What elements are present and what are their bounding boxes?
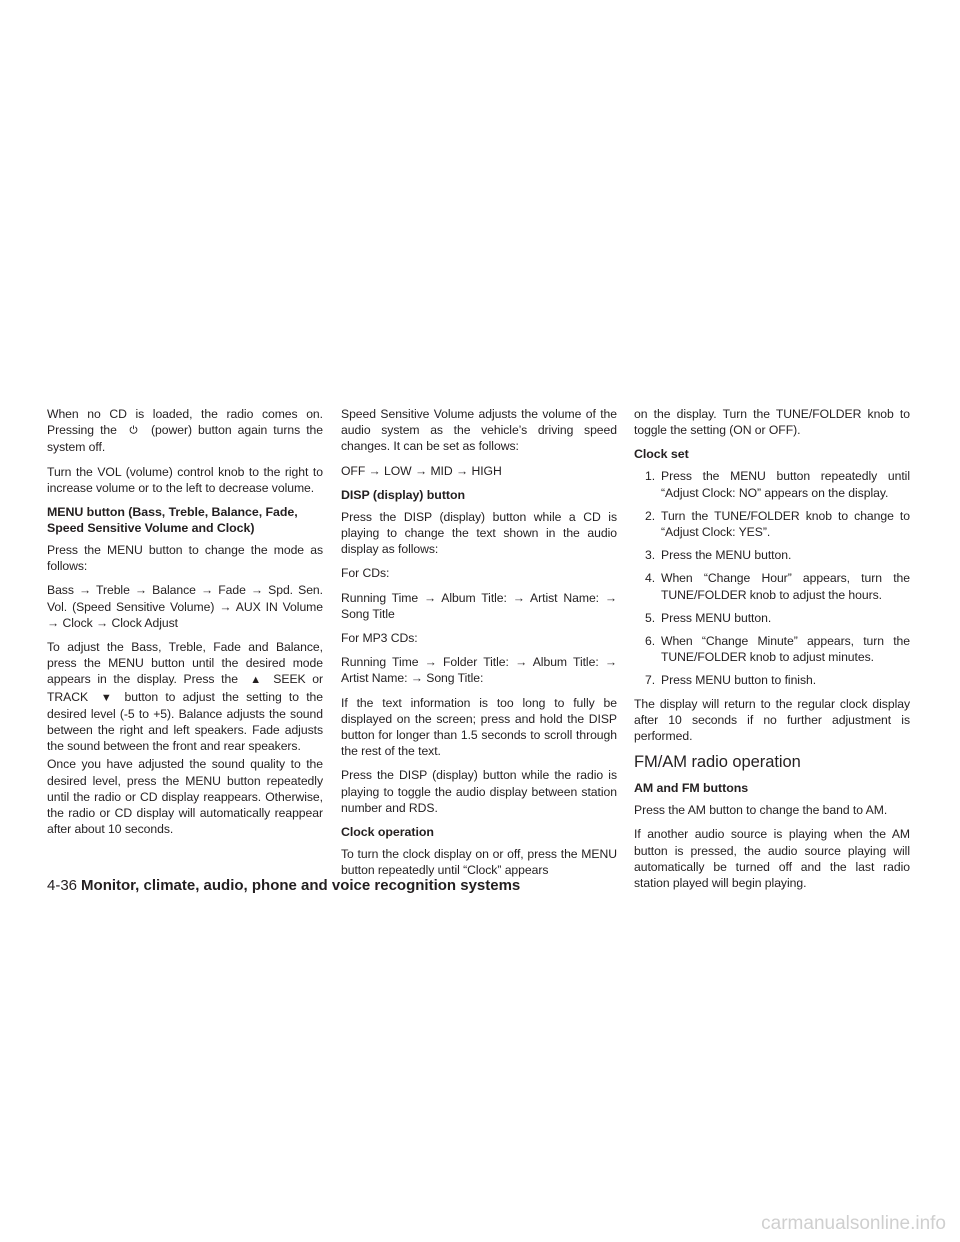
column-left — [47, 406, 323, 845]
text-radio-on: When no CD is loaded, the radio comes on. Pressing the — [47, 407, 323, 438]
step-text: Press MENU button to finish. — [661, 673, 817, 688]
step-number: 3. — [645, 548, 656, 563]
text-power-off: (power) button again turns the system off. — [47, 423, 323, 455]
heading-clock-set: Clock set — [634, 447, 689, 462]
step-number: 4. — [645, 571, 656, 586]
step-number: 2. — [645, 508, 656, 523]
column-right — [634, 406, 910, 899]
paragraph-clock-continued: on the display. Turn the TUNE/FOLDER knob to toggle the setting (ON or OFF). — [634, 407, 910, 438]
paragraph-mode-sequence: Bass → Treble → Balance → Fade → Spd. Sen. Vol. (Speed Sensitive Volume) → AUX IN Volume → Clock → Clock Adjust — [47, 583, 323, 630]
clock-set-steps — [634, 468, 910, 688]
paragraph-for-mp3: For MP3 CDs: — [341, 631, 418, 646]
text-adjust-a: To adjust the Bass, Treble, Fade and Balance, press the MENU button until the desired mode appears in the display. Press the — [47, 640, 323, 687]
step-text: Press MENU button. — [661, 610, 772, 625]
paragraph-mp3-sequence: Running Time → Folder Title: → Album Title: → Artist Name: → Song Title: — [341, 655, 617, 686]
step-number: 6. — [645, 634, 656, 649]
paragraph-display-return: The display will return to the regular clock display after 10 seconds if no further adjustment is performed. — [634, 696, 910, 744]
heading-am-fm-buttons: AM and FM buttons — [634, 781, 749, 796]
paragraph-am-band: Press the AM button to change the band to AM. — [634, 803, 888, 818]
paragraph-menu-mode: Press the MENU button to change the mode as follows: — [47, 543, 323, 574]
paragraph-clock-toggle: To turn the clock display on or off, press the MENU button repeatedly until “Clock” appears — [341, 847, 617, 878]
triangle-down-icon: ▼ — [100, 691, 112, 704]
paragraph-cd-sequence: Running Time → Album Title: → Artist Name: → Song Title — [341, 590, 617, 621]
step-number: 5. — [645, 610, 656, 625]
paragraph-radio-on — [47, 406, 323, 456]
step-text: Press the MENU button. — [661, 548, 792, 563]
triangle-up-icon: ▲ — [250, 674, 262, 687]
heading-disp-button: DISP (display) button — [341, 487, 466, 502]
heading-clock-operation: Clock operation — [341, 825, 434, 840]
step-text: Turn the TUNE/FOLDER knob to change to “Adjust Clock: YES”. — [661, 508, 910, 540]
paragraph-volume: Turn the VOL (volume) control knob to the right to increase volume or to the left to decrease volume. — [47, 464, 323, 495]
list-item — [634, 633, 910, 665]
watermark: carmanualsonline.info — [761, 1213, 946, 1234]
heading-menu-button: MENU button (Bass, Treble, Balance, Fade, Speed Sensitive Volume and Clock) — [47, 505, 298, 536]
paragraph-sound-quality: Once you have adjusted the sound quality to the desired level, press the MENU button repeatedly until the radio or CD display reappears. Otherwise, the radio or CD display will automatically reappear after about 10 seconds. — [47, 757, 323, 837]
step-number: 1. — [645, 469, 656, 484]
list-item — [634, 610, 910, 626]
paragraph-for-cds: For CDs: — [341, 566, 390, 581]
step-text: When “Change Minute” appears, turn the TUNE/FOLDER knob to adjust minutes. — [661, 634, 910, 665]
paragraph-adjust-sound — [47, 639, 323, 754]
paragraph-speed-volume: Speed Sensitive Volume adjusts the volume of the audio system as the vehicle’s driving speed changes. It can be set as follows: — [341, 407, 617, 454]
paragraph-am-source: If another audio source is playing when the AM button is pressed, the audio source playing will automatically be turned off and the last radio station played will begin playing. — [634, 827, 910, 891]
heading-fm-am-radio: FM/AM radio operation — [634, 753, 801, 772]
list-item — [634, 468, 910, 500]
text-seek-track: SEEK or TRACK — [47, 672, 324, 704]
paragraph-disp-cd: Press the DISP (display) button while a CD is playing to change the text shown in the audio display as follows: — [341, 509, 617, 557]
page-footer — [47, 877, 520, 894]
column-middle — [341, 406, 617, 886]
step-text: When “Change Hour” appears, turn the TUNE/FOLDER knob to adjust the hours. — [661, 571, 910, 602]
page-number: 4-36 — [47, 877, 78, 894]
list-item — [634, 570, 910, 602]
paragraph-scroll-text: If the text information is too long to fully be displayed on the screen; press and hold the DISP button for longer than 1.5 seconds to scroll through the rest of the text. — [341, 695, 617, 759]
list-item — [634, 672, 910, 688]
step-number: 7. — [645, 673, 656, 688]
paragraph-disp-radio: Press the DISP (display) button while the radio is playing to toggle the audio display between station number and RDS. — [341, 768, 617, 815]
list-item — [634, 547, 910, 563]
power-icon — [123, 423, 145, 439]
step-text: Press the MENU button repeatedly until “Adjust Clock: NO” appears on the display. — [661, 469, 910, 500]
chapter-title: Monitor, climate, audio, phone and voice recognition systems — [81, 877, 521, 894]
list-item — [634, 508, 910, 540]
text-adjust-c: button to adjust the setting to the desired level (-5 to +5). Balance adjusts the sound between the right and left speakers. Fade adjusts the sound between the front and rear speakers. — [47, 689, 323, 754]
paragraph-speed-sequence: OFF → LOW → MID → HIGH — [341, 463, 502, 478]
